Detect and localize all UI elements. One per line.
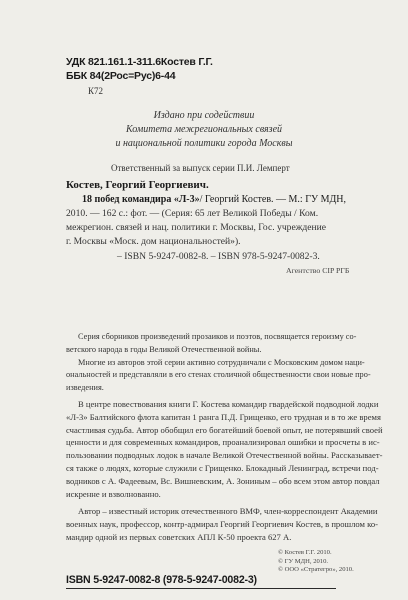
published-with-line-3: и национальной политики города Москвы bbox=[115, 138, 293, 149]
record-line-1 bbox=[82, 194, 346, 205]
copyright-line: © ГУ МДН, 2010. bbox=[278, 557, 329, 565]
about-author-line: мандир одной из первых советских АПЛ К-50 проекта 627 А. bbox=[66, 531, 292, 542]
about-author bbox=[66, 505, 379, 543]
record-line-3: межрегион. связей и нац. политики г. Москвы, Гос. учреждение bbox=[66, 222, 326, 233]
annotation-line: искренне и взволнованно. bbox=[66, 488, 161, 499]
annotation-line: пользовании подводных лодок в начале Великой Отечественной войны. Рассказывает- bbox=[66, 450, 383, 461]
cip-agency: Агентство CIP РГБ bbox=[286, 266, 350, 275]
annotation-line: счастливая судьба. Автор обобщил его богатейший боевой опыт, не потерявший своей bbox=[66, 424, 383, 435]
series-text-line: ональностей и представляли в его стенах столичной общественности свои новые про- bbox=[66, 370, 371, 380]
series-text-line: ветского народа в годы Великой Отечественной войны. bbox=[66, 344, 262, 354]
bbk-code: ББК 84(2Рос=Рус)6-44 bbox=[66, 70, 176, 82]
record-line-4: г. Москвы «Моск. дом национальностей»). bbox=[66, 236, 241, 247]
series-text-line: Серия сборников произведений прозаиков и поэтов, посвящается героизму со- bbox=[78, 332, 357, 341]
copyright-block bbox=[278, 549, 354, 575]
published-with-line-1: Издано при содействии bbox=[153, 110, 255, 121]
copyright-line: © ООО «Стратегро», 2010. bbox=[278, 566, 354, 574]
record-imprint: / Георгий Костев. — М.: ГУ МДН, bbox=[199, 194, 347, 205]
series-responsible: Ответственный за выпуск серии П.И. Лемперт bbox=[111, 163, 290, 173]
annotation-line: ценности и для современных командиров, проанализировал ошибки и просчеты в ис- bbox=[66, 437, 380, 448]
published-with-line-2: Комитета межрегиональных связей bbox=[125, 124, 283, 135]
copyright-line: © Костев Г.Г. 2010. bbox=[278, 549, 332, 556]
about-author-line: Автор – известный историк отечественного ВМФ, член-корреспондент Академии bbox=[78, 506, 378, 516]
record-line-2: 2010. — 162 с.: фот. — (Серия: 65 лет Великой Победы / Ком. bbox=[66, 208, 319, 219]
isbn-footer: ISBN 5-9247-0082-8 (978-5-9247-0082-3) bbox=[66, 574, 257, 586]
isbn-underline bbox=[66, 588, 336, 589]
annotation-line: «Л-3» Балтийского флота капитан 1 ранга П.Д. Грищенко, его трудная и в то же время bbox=[66, 411, 381, 422]
about-author-line: военных наук, профессор, контр-адмирал Георгий Георгиевич Костев, в прошлом ко- bbox=[66, 518, 379, 529]
author-mark: К72 bbox=[88, 86, 104, 96]
author-heading: Костев, Георгий Георгиевич. bbox=[66, 179, 209, 191]
annotation-line: ся также о людях, которые служили с Грищенко. Блокадный Ленинград, встречи под- bbox=[66, 462, 379, 473]
annotation-line: В центре повествования книги Г. Костева командир гвардейской подводной лодки bbox=[78, 399, 379, 409]
udk-code: УДК 821.161.1-311.6Костев Г.Г. bbox=[66, 56, 213, 68]
series-text-line: изведения. bbox=[66, 383, 104, 393]
series-paragraph bbox=[66, 331, 371, 395]
book-title: 18 побед командира «Л-3» bbox=[82, 194, 200, 205]
record-isbn-line: – ISBN 5-9247-0082-8. – ISBN 978-5-9247-0082-3. bbox=[117, 251, 320, 262]
series-text-line: Многие из авторов этой серии активно сотрудничали с Московским домом наци- bbox=[78, 357, 365, 367]
annotation-line: водников с А. Фадеевым, Вс. Вишневским, А. Зониным – обо всем этом автор повдал bbox=[66, 475, 380, 486]
annotation bbox=[66, 398, 383, 500]
